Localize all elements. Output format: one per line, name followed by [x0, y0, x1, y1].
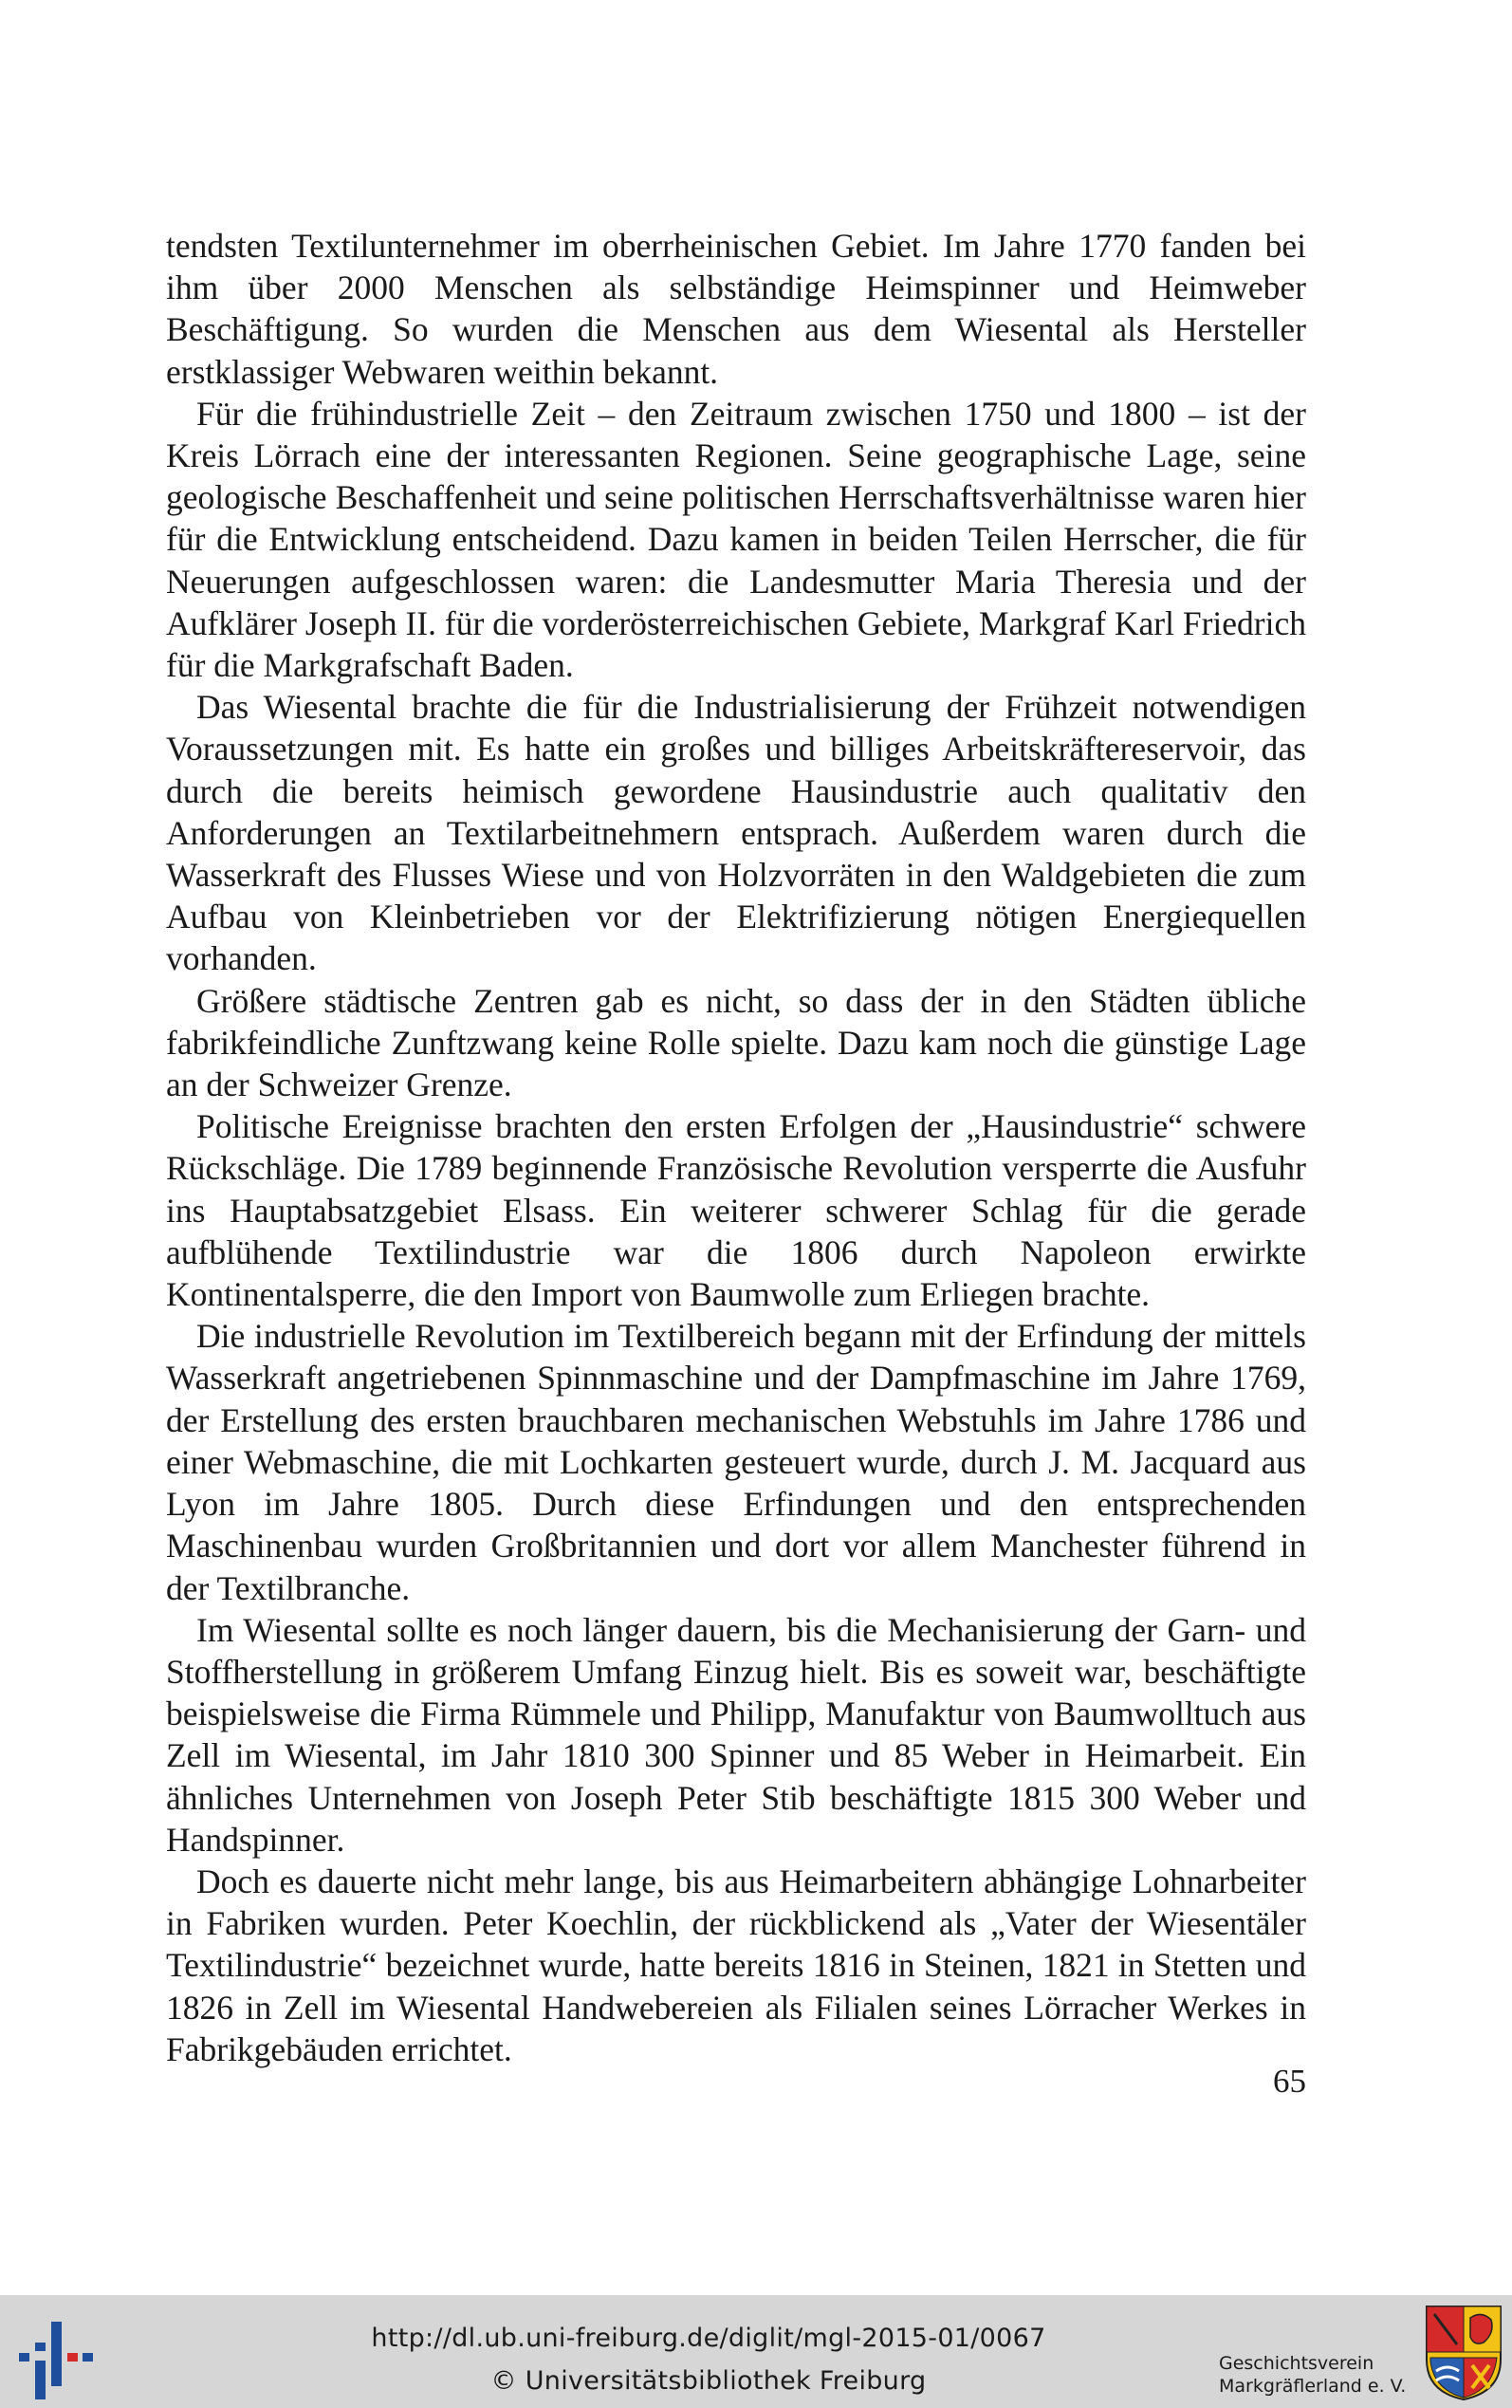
paragraph: Im Wiesental sollte es noch länger dauern, bis die Mechanisierung der Garn- und Stoffherstellung in größerem Umfang Einzug hielt. Bis es soweit war, beschäftigte beispielsweise die Firma Rümmele und Philipp, Manufaktur von Baumwolltuch aus Zell im Wiesental, im Jahr 1810 300 Spinner und 85 Weber in Heimarbeit. Ein ähnliches Unternehmen von Joseph Peter Stib beschäftigte 1815 300 Weber und Handspinner.: [166, 1610, 1306, 1859]
paragraph: Die industrielle Revolution im Textilbereich begann mit der Erfindung der mittels Wasserkraft angetriebenen Spinnmaschine und der Dampfmaschine im Jahre 1769, der Erstellung des ersten brauchbaren mechanischen Webstuhls im Jahre 1786 und einer Webmaschine, die mit Lochkarten gesteuert wurde, durch J. M. Jacquard aus Lyon im Jahre 1805. Durch diese Erfindungen und den entsprechenden Maschinenbau wurden Großbritannien und dort vor allem Manchester führend in der Textilbranche.: [166, 1317, 1306, 1607]
paragraph: Politische Ereignisse brachten den ersten Erfolgen der „Hausindustrie“ schwere Rückschläge. Die 1789 beginnende Französische Revolution versperrte die Ausfuhr ins Hauptabsatzgebiet Elsass. Ein weiterer schwerer Schlag für die gerade aufblühende Textilindustrie war die 1806 durch Napoleon erwirkte Kontinentalsperre, die den Import von Baumwolle zum Erliegen brachte.: [166, 1107, 1306, 1314]
paragraph: Das Wiesental brachte die für die Industrialisierung der Frühzeit notwendigen Voraussetzungen mit. Es hatte ein großes und billiges Arbeitskräftereservoir, das durch die bereits heimisch gewordene Hausindustrie auch qualitativ den Anforderungen an Textilarbeitnehmern entsprach. Außerdem waren durch die Wasserkraft des Flusses Wiese und von Holzvorräten in den Waldgebieten die zum Aufbau von Kleinbetrieben vor der Elektrifizierung nötigen Energiequellen vorhanden.: [166, 688, 1306, 978]
markgraeflerland-crest-icon: [1425, 2305, 1503, 2401]
society-name-line2: Markgräflerland e. V.: [1219, 2376, 1407, 2397]
paragraph: Für die frühindustrielle Zeit – den Zeitraum zwischen 1750 und 1800 – ist der Kreis Lörrach eine der interessanten Regionen. Seine geographische Lage, seine geologische Beschaffenheit und seine politischen Herrschaftsverhältnisse waren hier für die Entwicklung entscheidend. Dazu kamen in beiden Teilen Herrscher, die für Neuerungen aufgeschlossen waren: die Landesmutter Maria Theresia und der Aufklärer Joseph II. für die vorderösterreichischen Gebiete, Markgraf Karl Friedrich für die Markgrafschaft Baden.: [166, 394, 1306, 685]
page-number: 65: [1273, 2063, 1306, 2100]
library-footer: [0, 2295, 1512, 2408]
society-name-line1: Geschichtsverein: [1219, 2353, 1374, 2374]
paragraph: Doch es dauerte nicht mehr lange, bis aus Heimarbeitern abhängige Lohnarbeiter in Fabriken wurden. Peter Koechlin, der rückblickend als „Vater der Wiesentäler Textilindustrie“ bezeichnet wurde, hatte bereits 1816 in Steinen, 1821 in Stetten und 1826 in Zell im Wiesental Handwebereien als Filialen seines Lörracher Werkes in Fabrikgebäuden errichtet.: [166, 1862, 1306, 2068]
footer-copyright: © Universitätsbibliothek Freiburg: [490, 2366, 927, 2396]
paragraph: tendsten Textilunternehmer im oberrheinischen Gebiet. Im Jahre 1770 fanden bei ihm über 2000 Menschen als selbständige Heimspinner und Heimweber Beschäftigung. So wurden die Menschen aus dem Wiesental als Hersteller erstklassiger Webwaren weithin bekannt.: [166, 227, 1306, 391]
society-name: [1219, 2352, 1429, 2398]
page-body: [166, 225, 1306, 2070]
paragraph: Größere städtische Zentren gab es nicht, so dass der in den Städten übliche fabrikfeindliche Zunftzwang keine Rolle spielte. Dazu kam noch die günstige Lage an der Schweizer Grenze.: [166, 981, 1306, 1104]
footer-url[interactable]: http://dl.ub.uni-freiburg.de/diglit/mgl-2015-01/0067: [371, 2324, 1046, 2353]
